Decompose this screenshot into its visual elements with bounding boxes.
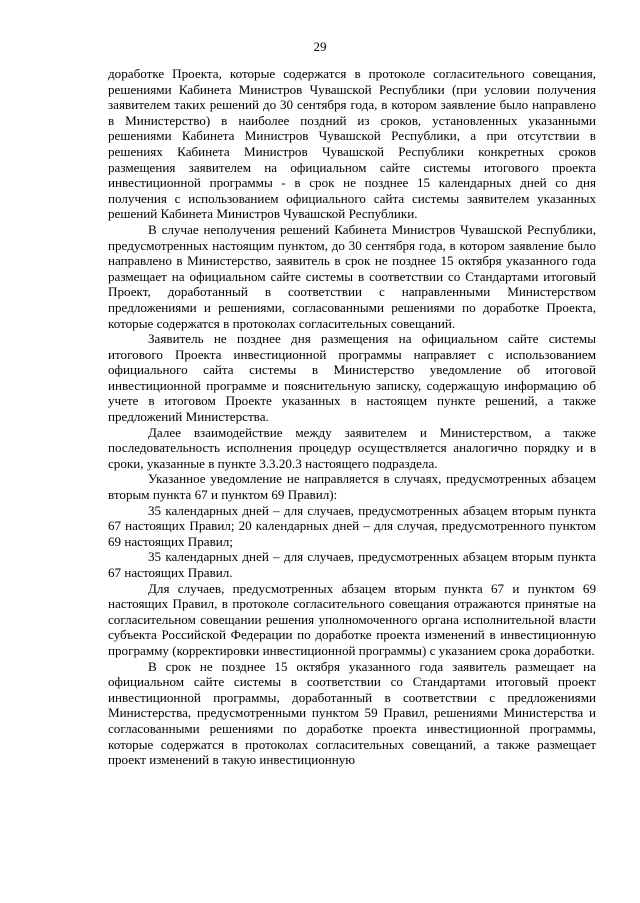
paragraph: Для случаев, предусмотренных абзацем вторым пункта 67 и пунктом 69 настоящих Правил, в протоколе согласительного совещания отражаются принятые на согласительном совещании решения уполномоченного органа исполнительной власти субъекта Российской Федерации по доработке проекта изменений в инвестиционную программу (корректировки инвестиционной программы) с указанием срока доработки. <box>108 580 596 658</box>
page-number: 29 <box>313 39 327 54</box>
paragraph: В срок не позднее 15 октября указанного года заявитель размещает на официальном сайте системы в соответствии со Стандартами итоговый проект инвестиционной программы, доработанный в соответствии с предложениями Министерства, предусмотренными пунктом 59 Правил, решениями Министерства и согласованными решениями по доработке проекта инвестиционной программы, которые содержатся в протоколах согласительных совещаний, а также размещает проект изменений в такую инвестиционную <box>108 658 596 768</box>
paragraph: Далее взаимодействие между заявителем и Министерством, а также последовательность исполнения процедур осуществляется аналогично порядку и в сроки, указанные в пункте 3.3.20.3 настоящего подраздела. <box>108 424 596 471</box>
paragraph: В случае неполучения решений Кабинета Министров Чувашской Республики, предусмотренных настоящим пунктом, до 30 сентября года, в котором заявление было направлено в Министерство, заявитель в срок не позднее 15 октября указанного года размещает на официальном сайте системы в соответствии со Стандартами итоговый Проект, доработанный в соответствии с направленными Министерством предложениями и решениями, согласованными решениями по доработке Проекта, которые содержатся в протоколах согласительных совещаний. <box>108 221 596 331</box>
paragraph: 35 календарных дней – для случаев, предусмотренных абзацем вторым пункта 67 настоящих Правил; 20 календарных дней – для случая, предусмотренного пунктом 69 настоящих Правил; <box>108 502 596 549</box>
paragraph: Заявитель не позднее дня размещения на официальном сайте системы итогового Проекта инвестиционной программы направляет с использованием официального сайта системы в Министерство уведомление об итоговой инвестиционной программе и пояснительную записку, содержащую информацию об учете в итоговом Проекте указанных в настоящем пункте решений, а также предложений Министерства. <box>108 331 596 425</box>
paragraph: 35 календарных дней – для случаев, предусмотренных абзацем вторым пункта 67 настоящих Правил. <box>108 549 596 580</box>
paragraph: доработке Проекта, которые содержатся в протоколе согласительного совещания, решениями Кабинета Министров Чувашской Республики (при условии получения заявителем таких решений до 30 сентября года, в котором заявление было направлено в Министерство) в наиболее поздний из сроков, установленных указанными решениями Кабинета Министров Чувашской Республики, а при отсутствии в решениях Кабинета Министров Чувашской Республики конкретных сроков размещения заявителем на официальном сайте системы итогового проекта инвестиционной программы - в срок не позднее 15 календарных дней со дня получения с использованием официального сайта системы заявителем указанных решений Кабинета Министров Чувашской Республики. <box>108 66 596 222</box>
paragraph: Указанное уведомление не направляется в случаях, предусмотренных абзацем вторым пункта 67 и пунктом 69 Правил): <box>108 471 596 503</box>
body-text <box>108 66 596 768</box>
